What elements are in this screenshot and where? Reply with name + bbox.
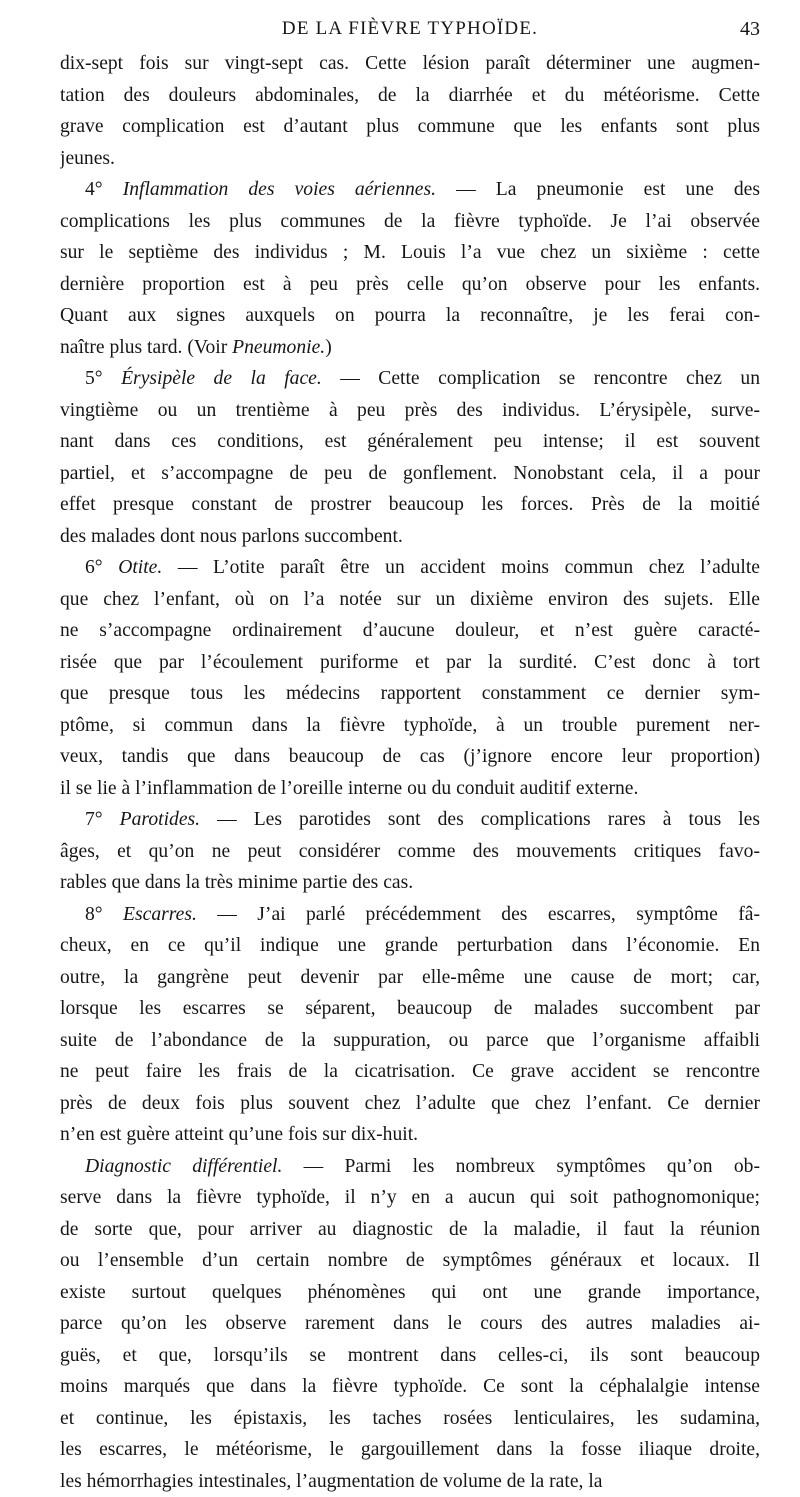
text-line — [60, 1214, 760, 1246]
line-text: suite de l’abondance de la suppuration, ou parce que l’organisme affaibli — [60, 1030, 760, 1051]
line-text: de sorte que, pour arriver au diagnostic de la maladie, il faut la réunion — [60, 1219, 760, 1240]
line-text: — Parmi les nombreux symptômes qu’on ob- — [282, 1156, 760, 1177]
line-text: rables que dans la très minime partie des cas. — [60, 872, 413, 893]
text-line — [60, 1056, 760, 1088]
line-text: veux, tandis que dans beaucoup de cas (j’ignore encore leur proportion) — [60, 746, 760, 767]
line-text: ne s’accompagne ordinairement d’aucune douleur, et n’est guère caracté- — [60, 620, 760, 641]
text-line — [60, 1371, 760, 1403]
text-line — [60, 584, 760, 616]
text-line — [60, 647, 760, 679]
line-text: cheux, en ce qu’il indique une grande perturbation dans l’économie. En — [60, 935, 760, 956]
line-text: existe surtout quelques phénomènes qui ont une grande importance, — [60, 1282, 760, 1303]
line-text: partiel, et s’accompagne de peu de gonflement. Nonobstant cela, il a pour — [60, 463, 760, 484]
line-text: âges, et qu’on ne peut considérer comme des mouvements critiques favo- — [60, 841, 760, 862]
text-line — [60, 552, 760, 584]
line-text: naître plus tard. (Voir — [60, 337, 232, 358]
line-text: — J’ai parlé précédemment des escarres, symptôme fâ- — [197, 904, 760, 925]
text-line — [60, 1151, 760, 1183]
section-title: Érysipèle de la face. — [121, 368, 322, 389]
line-text: nant dans ces conditions, est généralement peu intense; il est souvent — [60, 431, 760, 452]
text-line — [60, 1277, 760, 1309]
text-line — [60, 269, 760, 301]
line-text: guës, et que, lorsqu’ils se montrent dans celles-ci, ils sont beaucoup — [60, 1345, 760, 1366]
body-text — [60, 48, 760, 1497]
section-title: Parotides. — [120, 809, 200, 830]
line-text-end: ) — [325, 337, 332, 358]
text-line — [60, 867, 760, 899]
text-line — [60, 993, 760, 1025]
text-line — [60, 962, 760, 994]
line-text: que presque tous les médecins rapportent constamment ce dernier sym- — [60, 683, 760, 704]
line-text: — La pneumonie est une des — [436, 179, 760, 200]
text-line — [60, 237, 760, 269]
text-line — [60, 710, 760, 742]
cross-reference: Pneumonie. — [232, 337, 325, 358]
line-text: dernière proportion est à peu près celle qu’on observe pour les enfants. — [60, 274, 760, 295]
line-text: ou l’ensemble d’un certain nombre de symptômes généraux et locaux. Il — [60, 1250, 760, 1271]
line-text: lorsque les escarres se séparent, beaucoup de malades succombent par — [60, 998, 760, 1019]
line-text: — Cette complication se rencontre chez un — [322, 368, 760, 389]
line-text: près de deux fois plus souvent chez l’adulte que chez l’enfant. Ce dernier — [60, 1093, 760, 1114]
text-line — [60, 332, 760, 364]
line-text: dix-sept fois sur vingt-sept cas. Cette lésion paraît déterminer une augmen- — [60, 53, 760, 74]
text-line — [60, 363, 760, 395]
text-line — [60, 1245, 760, 1277]
text-line — [60, 899, 760, 931]
section-title: Inflammation des voies aériennes. — [123, 179, 436, 200]
line-text: complications les plus communes de la fièvre typhoïde. Je l’ai observée — [60, 211, 760, 232]
text-line — [60, 836, 760, 868]
text-line — [60, 930, 760, 962]
line-text: — L’otite paraît être un accident moins commun chez l’adulte — [162, 557, 760, 578]
text-line — [60, 206, 760, 238]
page-number: 43 — [740, 18, 760, 41]
text-line — [60, 741, 760, 773]
text-line — [60, 48, 760, 80]
text-line — [60, 1119, 760, 1151]
line-text: il se lie à l’inflammation de l’oreille interne ou du conduit auditif externe. — [60, 778, 638, 799]
text-line — [60, 1466, 760, 1497]
line-text: que chez l’enfant, où on l’a notée sur un dixième environ des sujets. Elle — [60, 589, 760, 610]
text-line — [60, 174, 760, 206]
text-line — [60, 1182, 760, 1214]
section-number: 7° — [85, 809, 120, 830]
line-text: risée que par l’écoulement puriforme et par la surdité. C’est donc à tort — [60, 652, 760, 673]
line-text: jeunes. — [60, 148, 115, 169]
line-text: ptôme, si commun dans la fièvre typhoïde, à un trouble purement ner- — [60, 715, 760, 736]
text-line — [60, 143, 760, 175]
line-text: des malades dont nous parlons succombent. — [60, 526, 403, 547]
running-title: DE LA FIÈVRE TYPHOÏDE. — [60, 18, 760, 40]
text-line — [60, 489, 760, 521]
section-number: 5° — [85, 368, 121, 389]
text-line — [60, 773, 760, 805]
text-line — [60, 1308, 760, 1340]
line-text: les escarres, le météorisme, le gargouillement dans la fosse iliaque droite, — [60, 1439, 760, 1460]
text-line — [60, 80, 760, 112]
section-title: Diagnostic différentiel. — [85, 1156, 282, 1177]
section-number: 6° — [85, 557, 118, 578]
line-text: parce qu’on les observe rarement dans le cours des autres maladies ai- — [60, 1313, 760, 1334]
text-line — [60, 458, 760, 490]
section-title: Escarres. — [123, 904, 197, 925]
line-text: outre, la gangrène peut devenir par elle-même une cause de mort; car, — [60, 967, 760, 988]
line-text: Quant aux signes auxquels on pourra la reconnaître, je les ferai con- — [60, 305, 760, 326]
text-line — [60, 426, 760, 458]
line-text: les hémorrhagies intestinales, l’augmentation de volume de la rate, la — [60, 1471, 602, 1492]
text-line — [60, 1434, 760, 1466]
line-text: tation des douleurs abdominales, de la diarrhée et du météorisme. Cette — [60, 85, 760, 106]
section-number: 8° — [85, 904, 123, 925]
text-line — [60, 804, 760, 836]
page-header — [60, 14, 760, 46]
text-line — [60, 615, 760, 647]
line-text: serve dans la fièvre typhoïde, il n’y en a aucun qui soit pathognomonique; — [60, 1187, 760, 1208]
text-line — [60, 395, 760, 427]
line-text: effet presque constant de prostrer beaucoup les forces. Près de la moitié — [60, 494, 760, 515]
text-line — [60, 1025, 760, 1057]
text-line — [60, 678, 760, 710]
text-line — [60, 521, 760, 553]
section-number: 4° — [85, 179, 123, 200]
line-text: sur le septième des individus ; M. Louis l’a vue chez un sixième : cette — [60, 242, 760, 263]
line-text: moins marqués que dans la fièvre typhoïde. Ce sont la céphalalgie intense — [60, 1376, 760, 1397]
line-text: vingtième ou un trentième à peu près des individus. L’érysipèle, surve- — [60, 400, 760, 421]
line-text: n’en est guère atteint qu’une fois sur dix-huit. — [60, 1124, 418, 1145]
text-line — [60, 300, 760, 332]
section-title: Otite. — [118, 557, 162, 578]
line-text: et continue, les épistaxis, les taches rosées lenticulaires, les sudamina, — [60, 1408, 760, 1429]
line-text: — Les parotides sont des complications rares à tous les — [200, 809, 760, 830]
line-text: grave complication est d’autant plus commune que les enfants sont plus — [60, 116, 760, 137]
text-line — [60, 1340, 760, 1372]
line-text: ne peut faire les frais de la cicatrisation. Ce grave accident se rencontre — [60, 1061, 760, 1082]
text-line — [60, 111, 760, 143]
text-line — [60, 1403, 760, 1435]
text-line — [60, 1088, 760, 1120]
